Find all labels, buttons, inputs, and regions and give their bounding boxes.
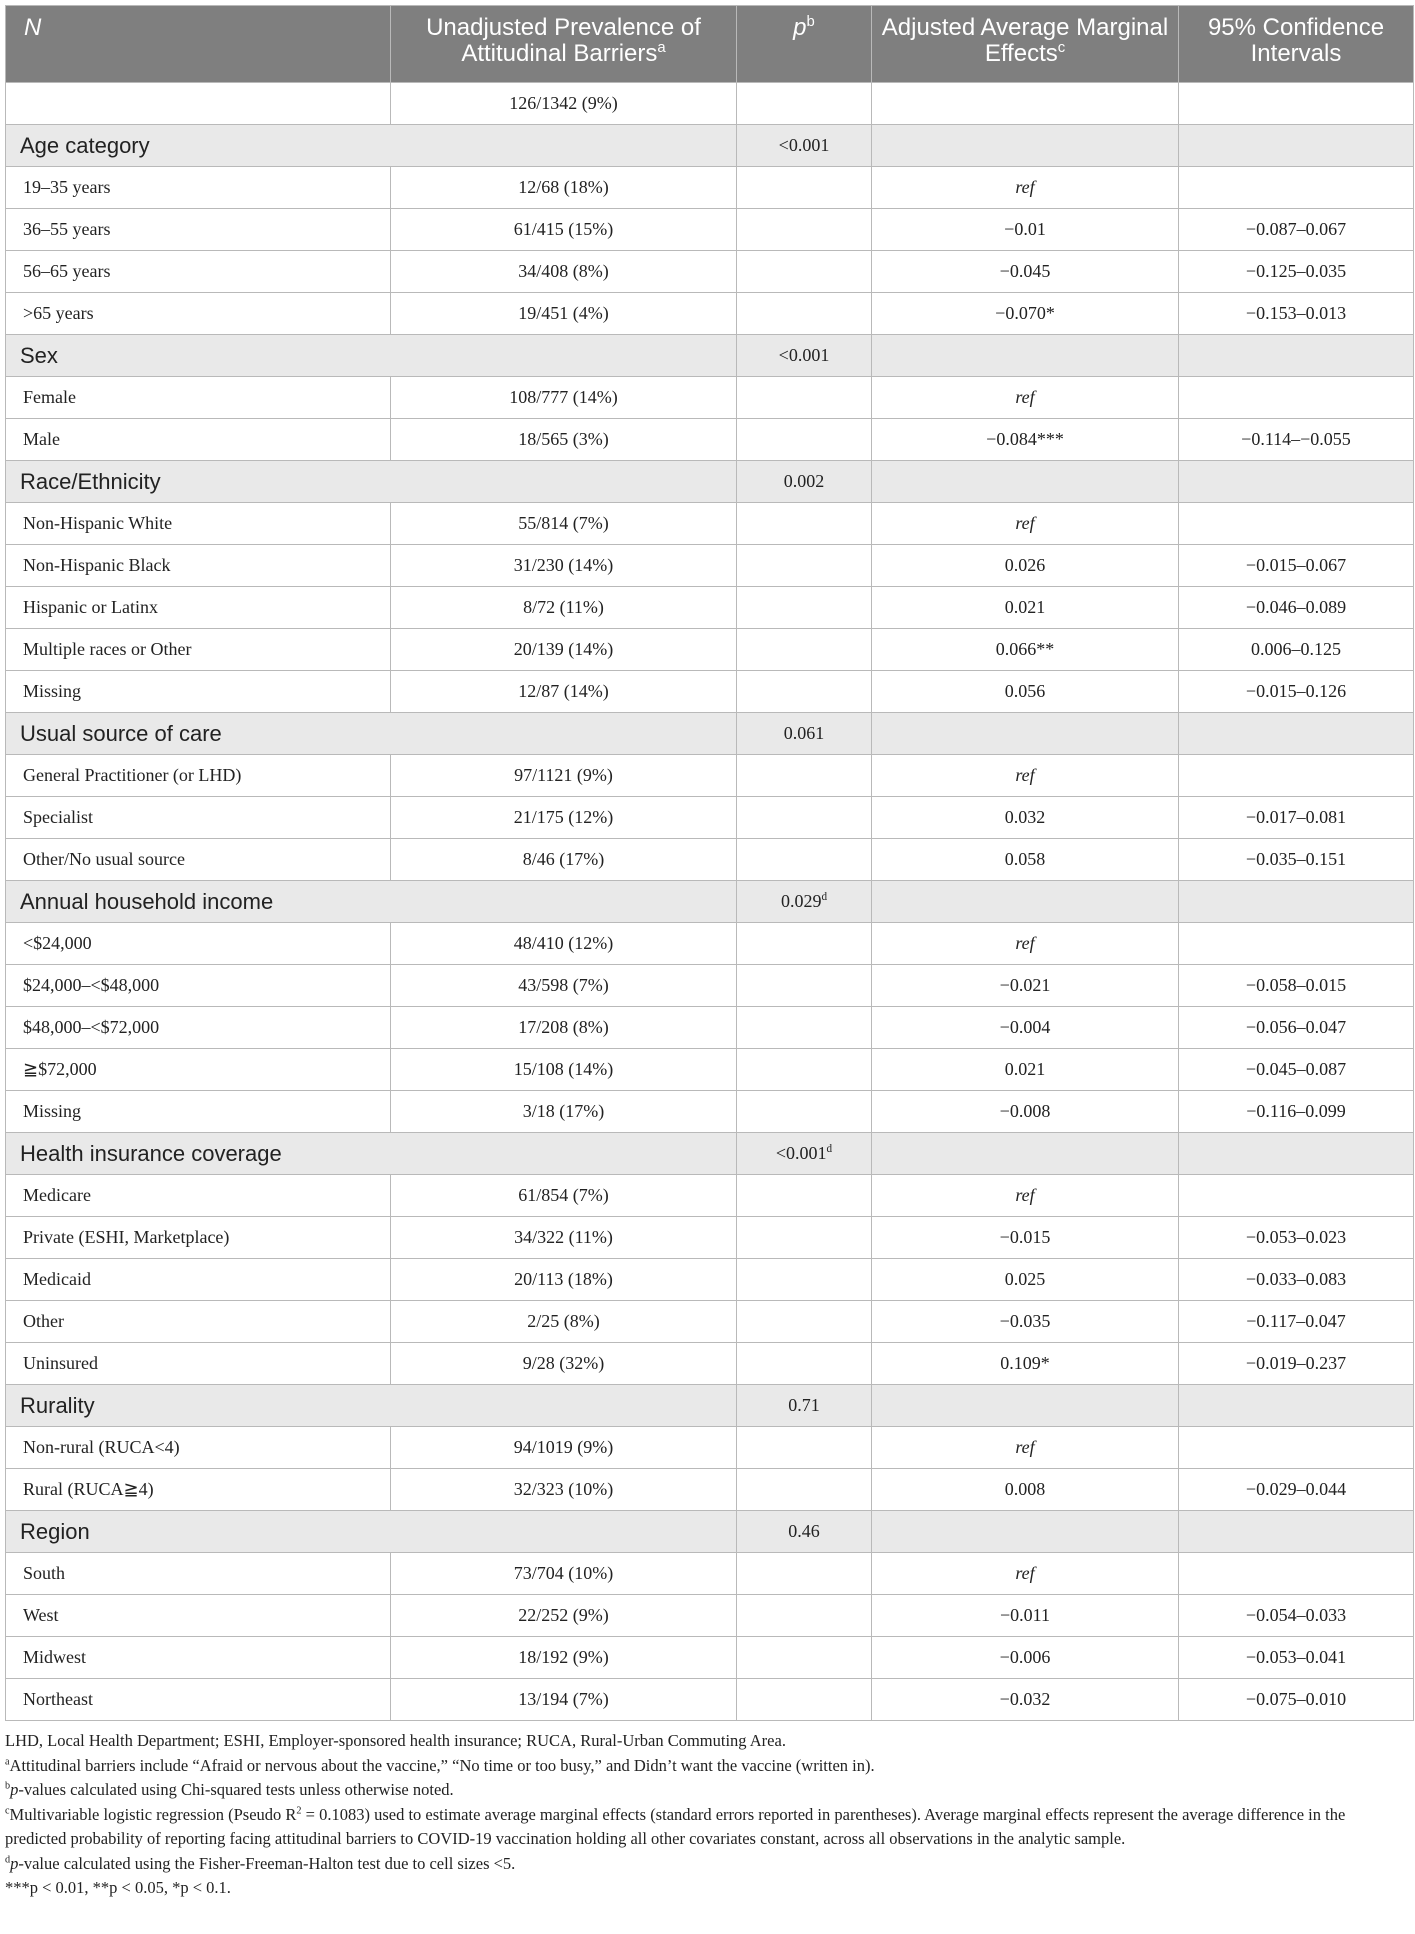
category-p-value: 0.71 xyxy=(737,1385,872,1427)
row-label: Missing xyxy=(6,1091,391,1133)
row-p-empty xyxy=(737,209,872,251)
row-ci: −0.033–0.083 xyxy=(1179,1259,1414,1301)
footnote-significance: ***p < 0.01, **p < 0.05, *p < 0.1. xyxy=(5,1878,231,1897)
header-p-value: $p^b$ xyxy=(737,6,872,83)
row-label: $24,000–<$48,000 xyxy=(6,965,391,1007)
row-prevalence: 31/230 (14%) xyxy=(391,545,737,587)
category-p-value: 0.029$^d$ xyxy=(737,881,872,923)
row-p-empty xyxy=(737,251,872,293)
row-p-empty xyxy=(737,419,872,461)
row-ame: 0.058 xyxy=(872,839,1179,881)
row-ci xyxy=(1179,755,1414,797)
row-prevalence: 32/323 (10%) xyxy=(391,1469,737,1511)
row-ame: −0.006 xyxy=(872,1637,1179,1679)
row-label: ≧$72,000 xyxy=(6,1049,391,1091)
row-label: Midwest xyxy=(6,1637,391,1679)
header-adjusted-ame: Adjusted Average Marginal Effects$^c$ xyxy=(872,6,1179,83)
table-row xyxy=(6,293,1414,335)
row-p-empty xyxy=(737,167,872,209)
row-label: Non-Hispanic White xyxy=(6,503,391,545)
table-container xyxy=(5,5,1413,1901)
table-row xyxy=(6,965,1414,1007)
row-prevalence: 22/252 (9%) xyxy=(391,1595,737,1637)
row-label: Other/No usual source xyxy=(6,839,391,881)
row-prevalence: 34/322 (11%) xyxy=(391,1217,737,1259)
category-row xyxy=(6,461,1414,503)
row-ame: ref xyxy=(872,923,1179,965)
row-prevalence: 3/18 (17%) xyxy=(391,1091,737,1133)
row-p-empty xyxy=(737,1553,872,1595)
row-label: West xyxy=(6,1595,391,1637)
row-ame: 0.056 xyxy=(872,671,1179,713)
row-p-empty xyxy=(737,629,872,671)
row-ame: −0.015 xyxy=(872,1217,1179,1259)
category-row xyxy=(6,335,1414,377)
row-ame: −0.032 xyxy=(872,1679,1179,1721)
row-label: <$24,000 xyxy=(6,923,391,965)
row-ci xyxy=(1179,377,1414,419)
row-label: Hispanic or Latinx xyxy=(6,587,391,629)
table-row xyxy=(6,1049,1414,1091)
row-p-empty xyxy=(737,1427,872,1469)
table-row xyxy=(6,1091,1414,1133)
row-ci: −0.054–0.033 xyxy=(1179,1595,1414,1637)
row-p-empty xyxy=(737,377,872,419)
row-ame: 0.026 xyxy=(872,545,1179,587)
row-ci xyxy=(1179,923,1414,965)
row-label: South xyxy=(6,1553,391,1595)
row-label: Rural (RUCA≧4) xyxy=(6,1469,391,1511)
row-ame: −0.045 xyxy=(872,251,1179,293)
category-p-value: <0.001$^d$ xyxy=(737,1133,872,1175)
table-row xyxy=(6,545,1414,587)
row-ame: 0.008 xyxy=(872,1469,1179,1511)
row-prevalence: 18/565 (3%) xyxy=(391,419,737,461)
table-row xyxy=(6,1007,1414,1049)
header-row xyxy=(6,6,1414,83)
row-ame: −0.008 xyxy=(872,1091,1179,1133)
row-p-empty xyxy=(737,1301,872,1343)
footnotes xyxy=(5,1729,1413,1901)
row-label: 19–35 years xyxy=(6,167,391,209)
category-name: Annual household income xyxy=(6,881,737,923)
category-p-value: <0.001 xyxy=(737,125,872,167)
row-ame: −0.021 xyxy=(872,965,1179,1007)
row-ame: ref xyxy=(872,1175,1179,1217)
table-row xyxy=(6,1637,1414,1679)
row-ci: −0.015–0.126 xyxy=(1179,671,1414,713)
row-ci: −0.053–0.041 xyxy=(1179,1637,1414,1679)
row-p-empty xyxy=(737,839,872,881)
row-prevalence: 13/194 (7%) xyxy=(391,1679,737,1721)
row-ci: −0.087–0.067 xyxy=(1179,209,1414,251)
row-ame: ref xyxy=(872,503,1179,545)
row-ci xyxy=(1179,1553,1414,1595)
table-row xyxy=(6,503,1414,545)
row-ci xyxy=(1179,1427,1414,1469)
category-row xyxy=(6,1133,1414,1175)
row-label: Other xyxy=(6,1301,391,1343)
table-row xyxy=(6,1217,1414,1259)
header-n: N xyxy=(6,6,391,83)
row-prevalence: 94/1019 (9%) xyxy=(391,1427,737,1469)
row-label: Missing xyxy=(6,671,391,713)
row-ci: −0.029–0.044 xyxy=(1179,1469,1414,1511)
table-row xyxy=(6,1301,1414,1343)
category-name: Race/Ethnicity xyxy=(6,461,737,503)
row-prevalence: 73/704 (10%) xyxy=(391,1553,737,1595)
row-p-empty xyxy=(737,1679,872,1721)
row-ame: ref xyxy=(872,1553,1179,1595)
row-ame: ref xyxy=(872,755,1179,797)
table-row xyxy=(6,923,1414,965)
row-label: Non-rural (RUCA<4) xyxy=(6,1427,391,1469)
header-unadjusted-prevalence: Unadjusted Prevalence of Attitudinal Barriers$^a$ xyxy=(391,6,737,83)
row-ame: ref xyxy=(872,377,1179,419)
row-p-empty xyxy=(737,545,872,587)
row-prevalence: 12/68 (18%) xyxy=(391,167,737,209)
table-row xyxy=(6,1343,1414,1385)
table-row xyxy=(6,839,1414,881)
row-ci: −0.019–0.237 xyxy=(1179,1343,1414,1385)
row-label: Female xyxy=(6,377,391,419)
row-prevalence: 20/139 (14%) xyxy=(391,629,737,671)
table-row xyxy=(6,1595,1414,1637)
table-row xyxy=(6,1679,1414,1721)
row-ci xyxy=(1179,167,1414,209)
row-ci: −0.075–0.010 xyxy=(1179,1679,1414,1721)
table-row xyxy=(6,587,1414,629)
row-p-empty xyxy=(737,1259,872,1301)
row-prevalence: 34/408 (8%) xyxy=(391,251,737,293)
footnote-d: $^d$p-value calculated using the Fisher-Freeman-Halton test due to cell sizes <5. xyxy=(5,1853,516,1873)
row-label: Non-Hispanic Black xyxy=(6,545,391,587)
row-label: >65 years xyxy=(6,293,391,335)
category-row xyxy=(6,1385,1414,1427)
row-label: 36–55 years xyxy=(6,209,391,251)
row-ame: −0.011 xyxy=(872,1595,1179,1637)
category-name: Usual source of care xyxy=(6,713,737,755)
table-row xyxy=(6,797,1414,839)
category-name: Age category xyxy=(6,125,737,167)
row-p-empty xyxy=(737,1469,872,1511)
row-label: Specialist xyxy=(6,797,391,839)
row-label: Northeast xyxy=(6,1679,391,1721)
row-prevalence: 19/451 (4%) xyxy=(391,293,737,335)
row-ci: −0.114–−0.055 xyxy=(1179,419,1414,461)
total-row xyxy=(6,83,1414,125)
table-body xyxy=(6,83,1414,1721)
row-label: Medicaid xyxy=(6,1259,391,1301)
category-p-value: 0.061 xyxy=(737,713,872,755)
row-p-empty xyxy=(737,293,872,335)
table-row xyxy=(6,1553,1414,1595)
category-name: Region xyxy=(6,1511,737,1553)
row-prevalence: 97/1121 (9%) xyxy=(391,755,737,797)
category-row xyxy=(6,125,1414,167)
row-p-empty xyxy=(737,1343,872,1385)
row-label: $48,000–<$72,000 xyxy=(6,1007,391,1049)
table-row xyxy=(6,251,1414,293)
row-ame: 0.066** xyxy=(872,629,1179,671)
row-label: General Practitioner (or LHD) xyxy=(6,755,391,797)
category-p-value: 0.46 xyxy=(737,1511,872,1553)
row-prevalence: 12/87 (14%) xyxy=(391,671,737,713)
row-ci: −0.153–0.013 xyxy=(1179,293,1414,335)
row-label: Private (ESHI, Marketplace) xyxy=(6,1217,391,1259)
row-p-empty xyxy=(737,587,872,629)
table-row xyxy=(6,167,1414,209)
table-row xyxy=(6,1427,1414,1469)
row-prevalence: 18/192 (9%) xyxy=(391,1637,737,1679)
row-prevalence: 43/598 (7%) xyxy=(391,965,737,1007)
table-row xyxy=(6,1469,1414,1511)
row-ci: −0.045–0.087 xyxy=(1179,1049,1414,1091)
row-prevalence: 48/410 (12%) xyxy=(391,923,737,965)
row-prevalence: 2/25 (8%) xyxy=(391,1301,737,1343)
table-row xyxy=(6,1259,1414,1301)
row-p-empty xyxy=(737,1637,872,1679)
footnote-abbreviations: LHD, Local Health Department; ESHI, Employer-sponsored health insurance; RUCA, Rural-Urban Commuting Area. xyxy=(5,1731,786,1750)
total-label xyxy=(6,83,391,125)
row-ci: −0.053–0.023 xyxy=(1179,1217,1414,1259)
table-row xyxy=(6,377,1414,419)
row-prevalence: 9/28 (32%) xyxy=(391,1343,737,1385)
row-ame: 0.021 xyxy=(872,587,1179,629)
row-ci: −0.015–0.067 xyxy=(1179,545,1414,587)
category-name: Rurality xyxy=(6,1385,737,1427)
row-prevalence: 20/113 (18%) xyxy=(391,1259,737,1301)
row-prevalence: 17/208 (8%) xyxy=(391,1007,737,1049)
row-ame: −0.070* xyxy=(872,293,1179,335)
category-row xyxy=(6,1511,1414,1553)
table-row xyxy=(6,755,1414,797)
row-prevalence: 61/854 (7%) xyxy=(391,1175,737,1217)
row-ci: 0.006–0.125 xyxy=(1179,629,1414,671)
row-ame: −0.01 xyxy=(872,209,1179,251)
row-label: 56–65 years xyxy=(6,251,391,293)
row-p-empty xyxy=(737,671,872,713)
row-ci: −0.125–0.035 xyxy=(1179,251,1414,293)
row-label: Uninsured xyxy=(6,1343,391,1385)
row-label: Multiple races or Other xyxy=(6,629,391,671)
row-ci xyxy=(1179,1175,1414,1217)
row-ci: −0.116–0.099 xyxy=(1179,1091,1414,1133)
category-row xyxy=(6,881,1414,923)
row-ci: −0.017–0.081 xyxy=(1179,797,1414,839)
row-p-empty xyxy=(737,1007,872,1049)
row-p-empty xyxy=(737,797,872,839)
row-ci: −0.058–0.015 xyxy=(1179,965,1414,1007)
row-p-empty xyxy=(737,1049,872,1091)
row-p-empty xyxy=(737,965,872,1007)
row-p-empty xyxy=(737,923,872,965)
row-ame: −0.084*** xyxy=(872,419,1179,461)
row-p-empty xyxy=(737,1217,872,1259)
row-p-empty xyxy=(737,503,872,545)
table-row xyxy=(6,629,1414,671)
row-prevalence: 15/108 (14%) xyxy=(391,1049,737,1091)
footnote-a: $^a$Attitudinal barriers include “Afraid or nervous about the vaccine,” “No time or too busy,” and Didn’t want the vaccine (written in). xyxy=(5,1755,875,1775)
row-label: Male xyxy=(6,419,391,461)
row-ame: 0.109* xyxy=(872,1343,1179,1385)
total-value: 126/1342 (9%) xyxy=(391,83,737,125)
row-prevalence: 61/415 (15%) xyxy=(391,209,737,251)
row-ame: ref xyxy=(872,167,1179,209)
table-row xyxy=(6,419,1414,461)
row-prevalence: 108/777 (14%) xyxy=(391,377,737,419)
results-table xyxy=(5,5,1414,1721)
row-prevalence: 21/175 (12%) xyxy=(391,797,737,839)
row-p-empty xyxy=(737,1091,872,1133)
row-ci: −0.056–0.047 xyxy=(1179,1007,1414,1049)
row-p-empty xyxy=(737,755,872,797)
category-p-value: <0.001 xyxy=(737,335,872,377)
row-prevalence: 55/814 (7%) xyxy=(391,503,737,545)
row-p-empty xyxy=(737,1175,872,1217)
header-confidence-intervals: 95% Confidence Intervals xyxy=(1179,6,1414,83)
row-ci xyxy=(1179,503,1414,545)
category-name: Sex xyxy=(6,335,737,377)
row-p-empty xyxy=(737,1595,872,1637)
row-ame: −0.035 xyxy=(872,1301,1179,1343)
table-row xyxy=(6,1175,1414,1217)
row-label: Medicare xyxy=(6,1175,391,1217)
table-row xyxy=(6,209,1414,251)
category-row xyxy=(6,713,1414,755)
table-row xyxy=(6,671,1414,713)
row-ame: 0.025 xyxy=(872,1259,1179,1301)
category-name: Health insurance coverage xyxy=(6,1133,737,1175)
row-ame: 0.032 xyxy=(872,797,1179,839)
row-ci: −0.117–0.047 xyxy=(1179,1301,1414,1343)
footnote-c: $^c$Multivariable logistic regression (Pseudo $R^2 = 0.1083$) used to estimate average marginal effects (standard errors reported in parentheses). Average marginal effects represent the average difference in the predicted probability of reporting facing attitudinal barriers to COVID-19 vaccination holding all other covariates constant, across all observations in the analytic sample. xyxy=(5,1804,1346,1848)
row-prevalence: 8/46 (17%) xyxy=(391,839,737,881)
row-ame: ref xyxy=(872,1427,1179,1469)
category-p-value: 0.002 xyxy=(737,461,872,503)
footnote-b: $^b$p-values calculated using Chi-squared tests unless otherwise noted. xyxy=(5,1780,454,1799)
row-ame: −0.004 xyxy=(872,1007,1179,1049)
row-ame: 0.021 xyxy=(872,1049,1179,1091)
row-ci: −0.035–0.151 xyxy=(1179,839,1414,881)
row-prevalence: 8/72 (11%) xyxy=(391,587,737,629)
row-ci: −0.046–0.089 xyxy=(1179,587,1414,629)
